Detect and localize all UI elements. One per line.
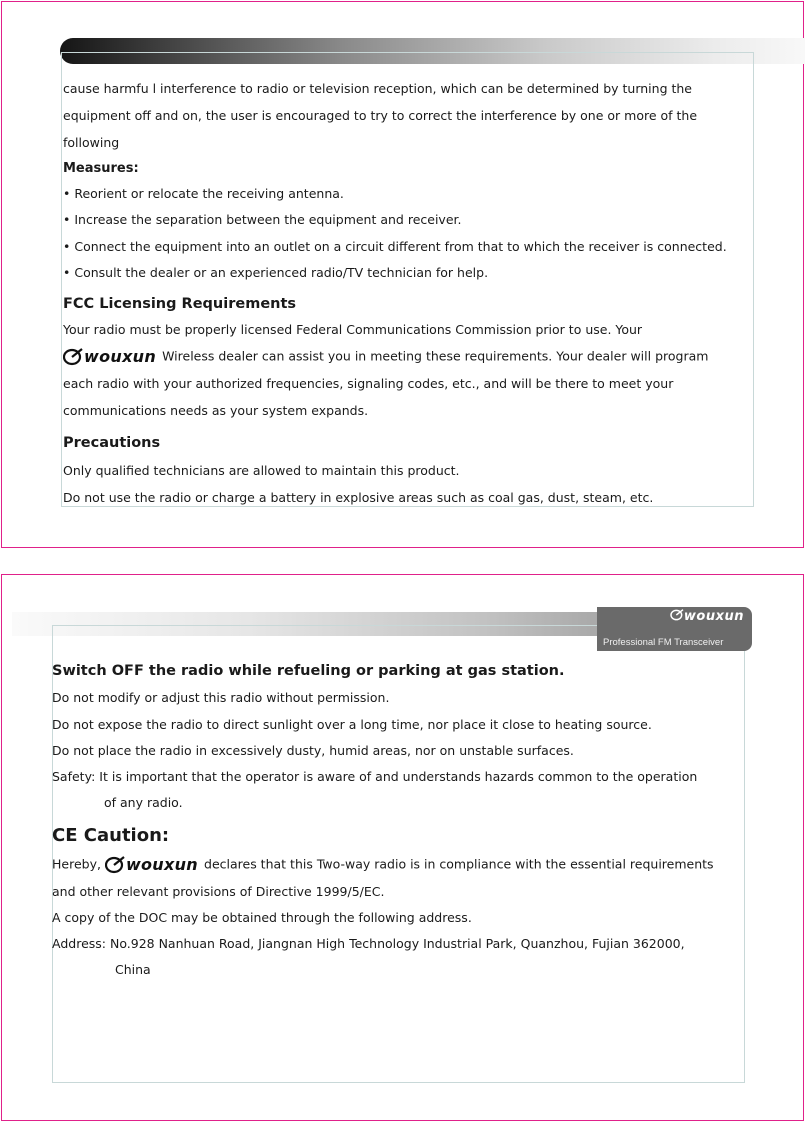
brand-tab (597, 607, 752, 651)
brand-logo (670, 609, 744, 624)
wouxun-logo (105, 856, 198, 874)
fcc-line-3: each radio with your authorized frequencies, signaling codes, etc., and will be there to meet your (63, 376, 674, 391)
ce-line-1 (52, 856, 714, 874)
fcc-heading: FCC Licensing Requirements (63, 296, 297, 312)
fcc-line-2 (63, 348, 708, 366)
measures-heading: Measures: (63, 161, 139, 176)
precautions-heading: Precautions (63, 435, 161, 451)
ce-line-2: and other relevant provisions of Directive 1999/5/EC. (52, 884, 385, 899)
precaution-line: Do not use the radio or charge a battery in explosive areas such as coal gas, dust, steam, etc. (63, 490, 654, 505)
safety-line-1 (52, 769, 697, 785)
fcc-line-1: Your radio must be properly licensed Federal Communications Commission prior to use. Your (63, 322, 643, 337)
ce-line-1-text: declares that this Two-way radio is in compliance with the essential requirements (204, 856, 714, 872)
body-line: Do not expose the radio to direct sunlight over a long time, nor place it close to heating source. (52, 717, 652, 732)
wouxun-logo (63, 348, 156, 366)
brand-subtitle: Professional FM Transceiver (603, 637, 724, 648)
intro-line-3: following (63, 135, 120, 150)
body-line: Do not modify or adjust this radio without permission. (52, 690, 390, 705)
ce-line-3: A copy of the DOC may be obtained through the following address. (52, 910, 472, 925)
brand-text: wouxun (683, 609, 744, 624)
bullet-item: • Consult the dealer or an experienced radio/TV technician for help. (63, 265, 489, 280)
manual-page-2 (1, 574, 804, 1121)
intro-line-1: cause harmfu l interference to radio or television reception, which can be determined by turning the (63, 81, 692, 96)
precaution-line: Only qualified technicians are allowed to maintain this product. (63, 463, 460, 478)
logo-text: wouxun (84, 347, 157, 366)
address-label: Address: (52, 936, 106, 951)
wouxun-logo-icon (105, 856, 125, 874)
logo-text: wouxun (125, 855, 199, 874)
address-text: No.928 Nanhuan Road, Jiangnan High Technology Industrial Park, Quanzhou, Fujian 362000, (109, 936, 685, 951)
bullet-item: • Connect the equipment into an outlet on a circuit different from that to which the receiver is connected. (63, 239, 727, 254)
address-line-2: China (115, 962, 151, 977)
fcc-line-4: communications needs as your system expands. (63, 403, 369, 418)
intro-line-2: equipment off and on, the user is encouraged to try to correct the interference by one or more of the (63, 108, 698, 123)
body-line: Do not place the radio in excessively dusty, humid areas, nor on unstable surfaces. (52, 743, 574, 758)
address-line-1 (52, 936, 685, 952)
switch-off-heading: Switch OFF the radio while refueling or parking at gas station. (52, 663, 565, 679)
safety-line-2: of any radio. (104, 795, 183, 810)
wouxun-logo-icon (670, 609, 684, 621)
bullet-item: • Reorient or relocate the receiving antenna. (63, 186, 344, 201)
hereby-text: Hereby, (52, 856, 101, 872)
fcc-line-2-text: Wireless dealer can assist you in meeting these requirements. Your dealer will program (162, 348, 709, 364)
wouxun-logo-icon (63, 348, 83, 366)
bullet-item: • Increase the separation between the equipment and receiver. (63, 212, 462, 227)
safety-text: It is important that the operator is aware of and understands hazards common to the operation (99, 769, 698, 784)
safety-label: Safety: (52, 769, 96, 784)
ce-caution-heading: CE Caution: (52, 825, 170, 846)
manual-page-1 (1, 1, 804, 548)
